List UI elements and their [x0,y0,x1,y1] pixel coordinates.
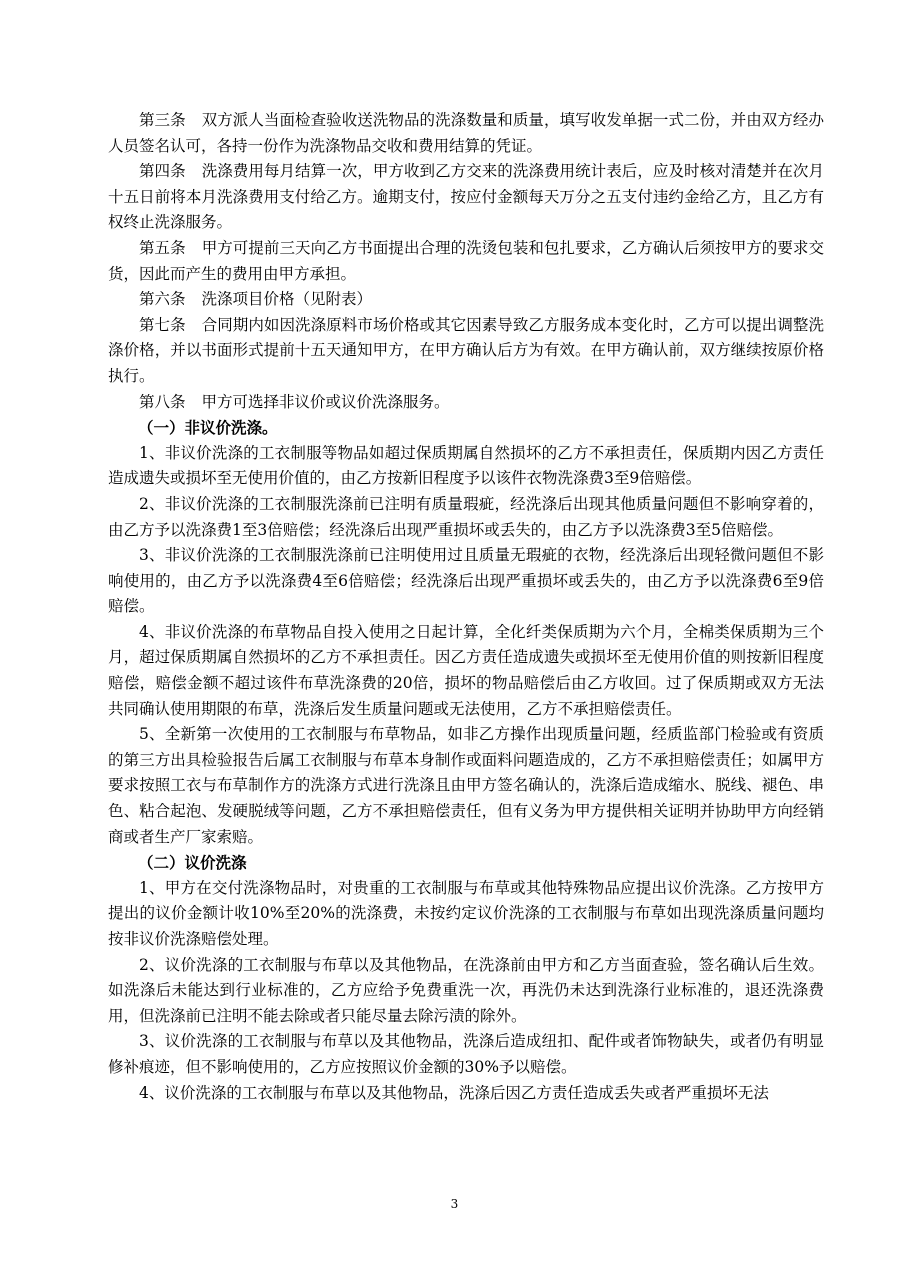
article-text: 洗涤项目价格（见附表） [201,290,373,309]
article-label: 第五条 [139,238,186,257]
clause-item: 5、全新第一次使用的工衣制服与布草物品，如非乙方操作出现质量问题，经质监部门检验或有资质的第三方出具检验报告后属工衣制服与布草本身制作或面料问题造成的，乙方不承担赔偿责任；如属甲方要求按照工衣与布草制作方的洗涤方式进行洗涤且由甲方签名确认的，洗涤后造成缩水、脱线、褪色、串色、粘合起泡、发硬脱绒等问题，乙方不承担赔偿责任，但有义务为甲方提供相关证明并协助甲方向经销商或者生产厂家索赔。 [108,725,824,846]
article-label: 第六条 [139,290,186,309]
article-3 [108,108,824,159]
clause-item: 1、非议价洗涤的工衣制服等物品如超过保质期属自然损坏的乙方不承担责任，保质期内因乙方责任造成遗失或损坏至无使用价值的，由乙方按新旧程度予以该件衣物洗涤费3至9倍赔偿。 [108,443,824,488]
clause-item: 3、议价洗涤的工衣制服与布草以及其他物品，洗涤后造成纽扣、配件或者饰物缺失，或者仍有明显修补痕迹，但不影响使用的，乙方应按照议价金额的30%予以赔偿。 [108,1032,824,1076]
article-text: 甲方可选择非议价或议价洗涤服务。 [201,392,450,411]
article-text: 合同期内如因洗涤原料市场价格或其它因素导致乙方服务成本变化时，乙方可以提出调整洗涤价格，并以书面形式提前十五天通知甲方，在甲方确认后方为有效。在甲方确认前，双方继续按原价格执行。 [108,315,824,385]
article-8 [108,390,824,416]
clause-item: 4、议价洗涤的工衣制服与布草以及其他物品，洗涤后因乙方责任造成丢失或者严重损坏无法 [139,1083,769,1102]
article-7 [108,313,824,390]
article-text: 洗涤费用每月结算一次，甲方收到乙方交来的洗涤费用统计表后，应及时核对清楚并在次月十五日前将本月洗涤费用支付给乙方。逾期支付，按应付金额每天万分之五支付违约金给乙方，且乙方有权终止洗涤服务。 [108,162,824,232]
article-6 [108,287,824,313]
article-5 [108,236,824,287]
contract-body [108,108,824,1106]
clause-item: 4、非议价洗涤的布草物品自投入使用之日起计算，全化纤类保质期为六个月，全棉类保质期为三个月，超过保质期属自然损坏的乙方不承担责任。因乙方责任造成遗失或损坏至无使用价值的则按新旧程度赔偿，赔偿金额不超过该件布草洗涤费的20倍，损坏的物品赔偿后由乙方收回。过了保质期或双方无法共同确认使用期限的布草，洗涤后发生质量问题或无法使用，乙方不承担赔偿责任。 [108,622,824,718]
article-label: 第八条 [139,392,186,411]
article-text: 双方派人当面检查验收送洗物品的洗涤数量和质量，填写收发单据一式二份，并由双方经办人员签名认可，各持一份作为洗涤物品交收和费用结算的凭证。 [108,111,824,155]
article-label: 第四条 [139,162,186,181]
page-number: 3 [450,1197,459,1211]
clause-item: 2、议价洗涤的工衣制服与布草以及其他物品，在洗涤前由甲方和乙方当面查验，签名确认后生效。如洗涤后未能达到行业标准的，乙方应给予免费重洗一次，再洗仍未达到洗涤行业标准的，退还洗涤费用，但洗涤前已注明不能去除或者只能尽量去除污渍的除外。 [108,955,824,1025]
article-text: 甲方可提前三天向乙方书面提出合理的洗烫包装和包扎要求，乙方确认后须按甲方的要求交货，因此而产生的费用由甲方承担。 [108,238,824,283]
article-label: 第七条 [139,315,186,334]
clause-item: 1、甲方在交付洗涤物品时，对贵重的工衣制服与布草或其他特殊物品应提出议价洗涤。乙方按甲方提出的议价金额计收10%至20%的洗涤费，未按约定议价洗涤的工衣制服与布草如出现洗涤质量问题均按非议价洗涤赔偿处理。 [108,878,824,948]
clause-item: 2、非议价洗涤的工衣制服洗涤前已注明有质量瑕疵，经洗涤后出现其他质量问题但不影响穿着的，由乙方予以洗涤费1至3倍赔偿；经洗涤后出现严重损坏或丢失的，由乙方予以洗涤费3至5倍赔偿。 [108,494,824,539]
article-4 [108,159,824,236]
article-label: 第三条 [139,111,186,129]
clause-item: 3、非议价洗涤的工衣制服洗涤前已注明使用过且质量无瑕疵的衣物，经洗涤后出现轻微问题但不影响使用的，由乙方予以洗涤费4至6倍赔偿；经洗涤后出现严重损坏或丢失的，由乙方予以洗涤费6至9倍赔偿。 [108,546,824,616]
section-heading-non-negotiated: （一）非议价洗涤。 [138,418,278,438]
section-heading-negotiated: （二）议价洗涤 [138,853,247,873]
